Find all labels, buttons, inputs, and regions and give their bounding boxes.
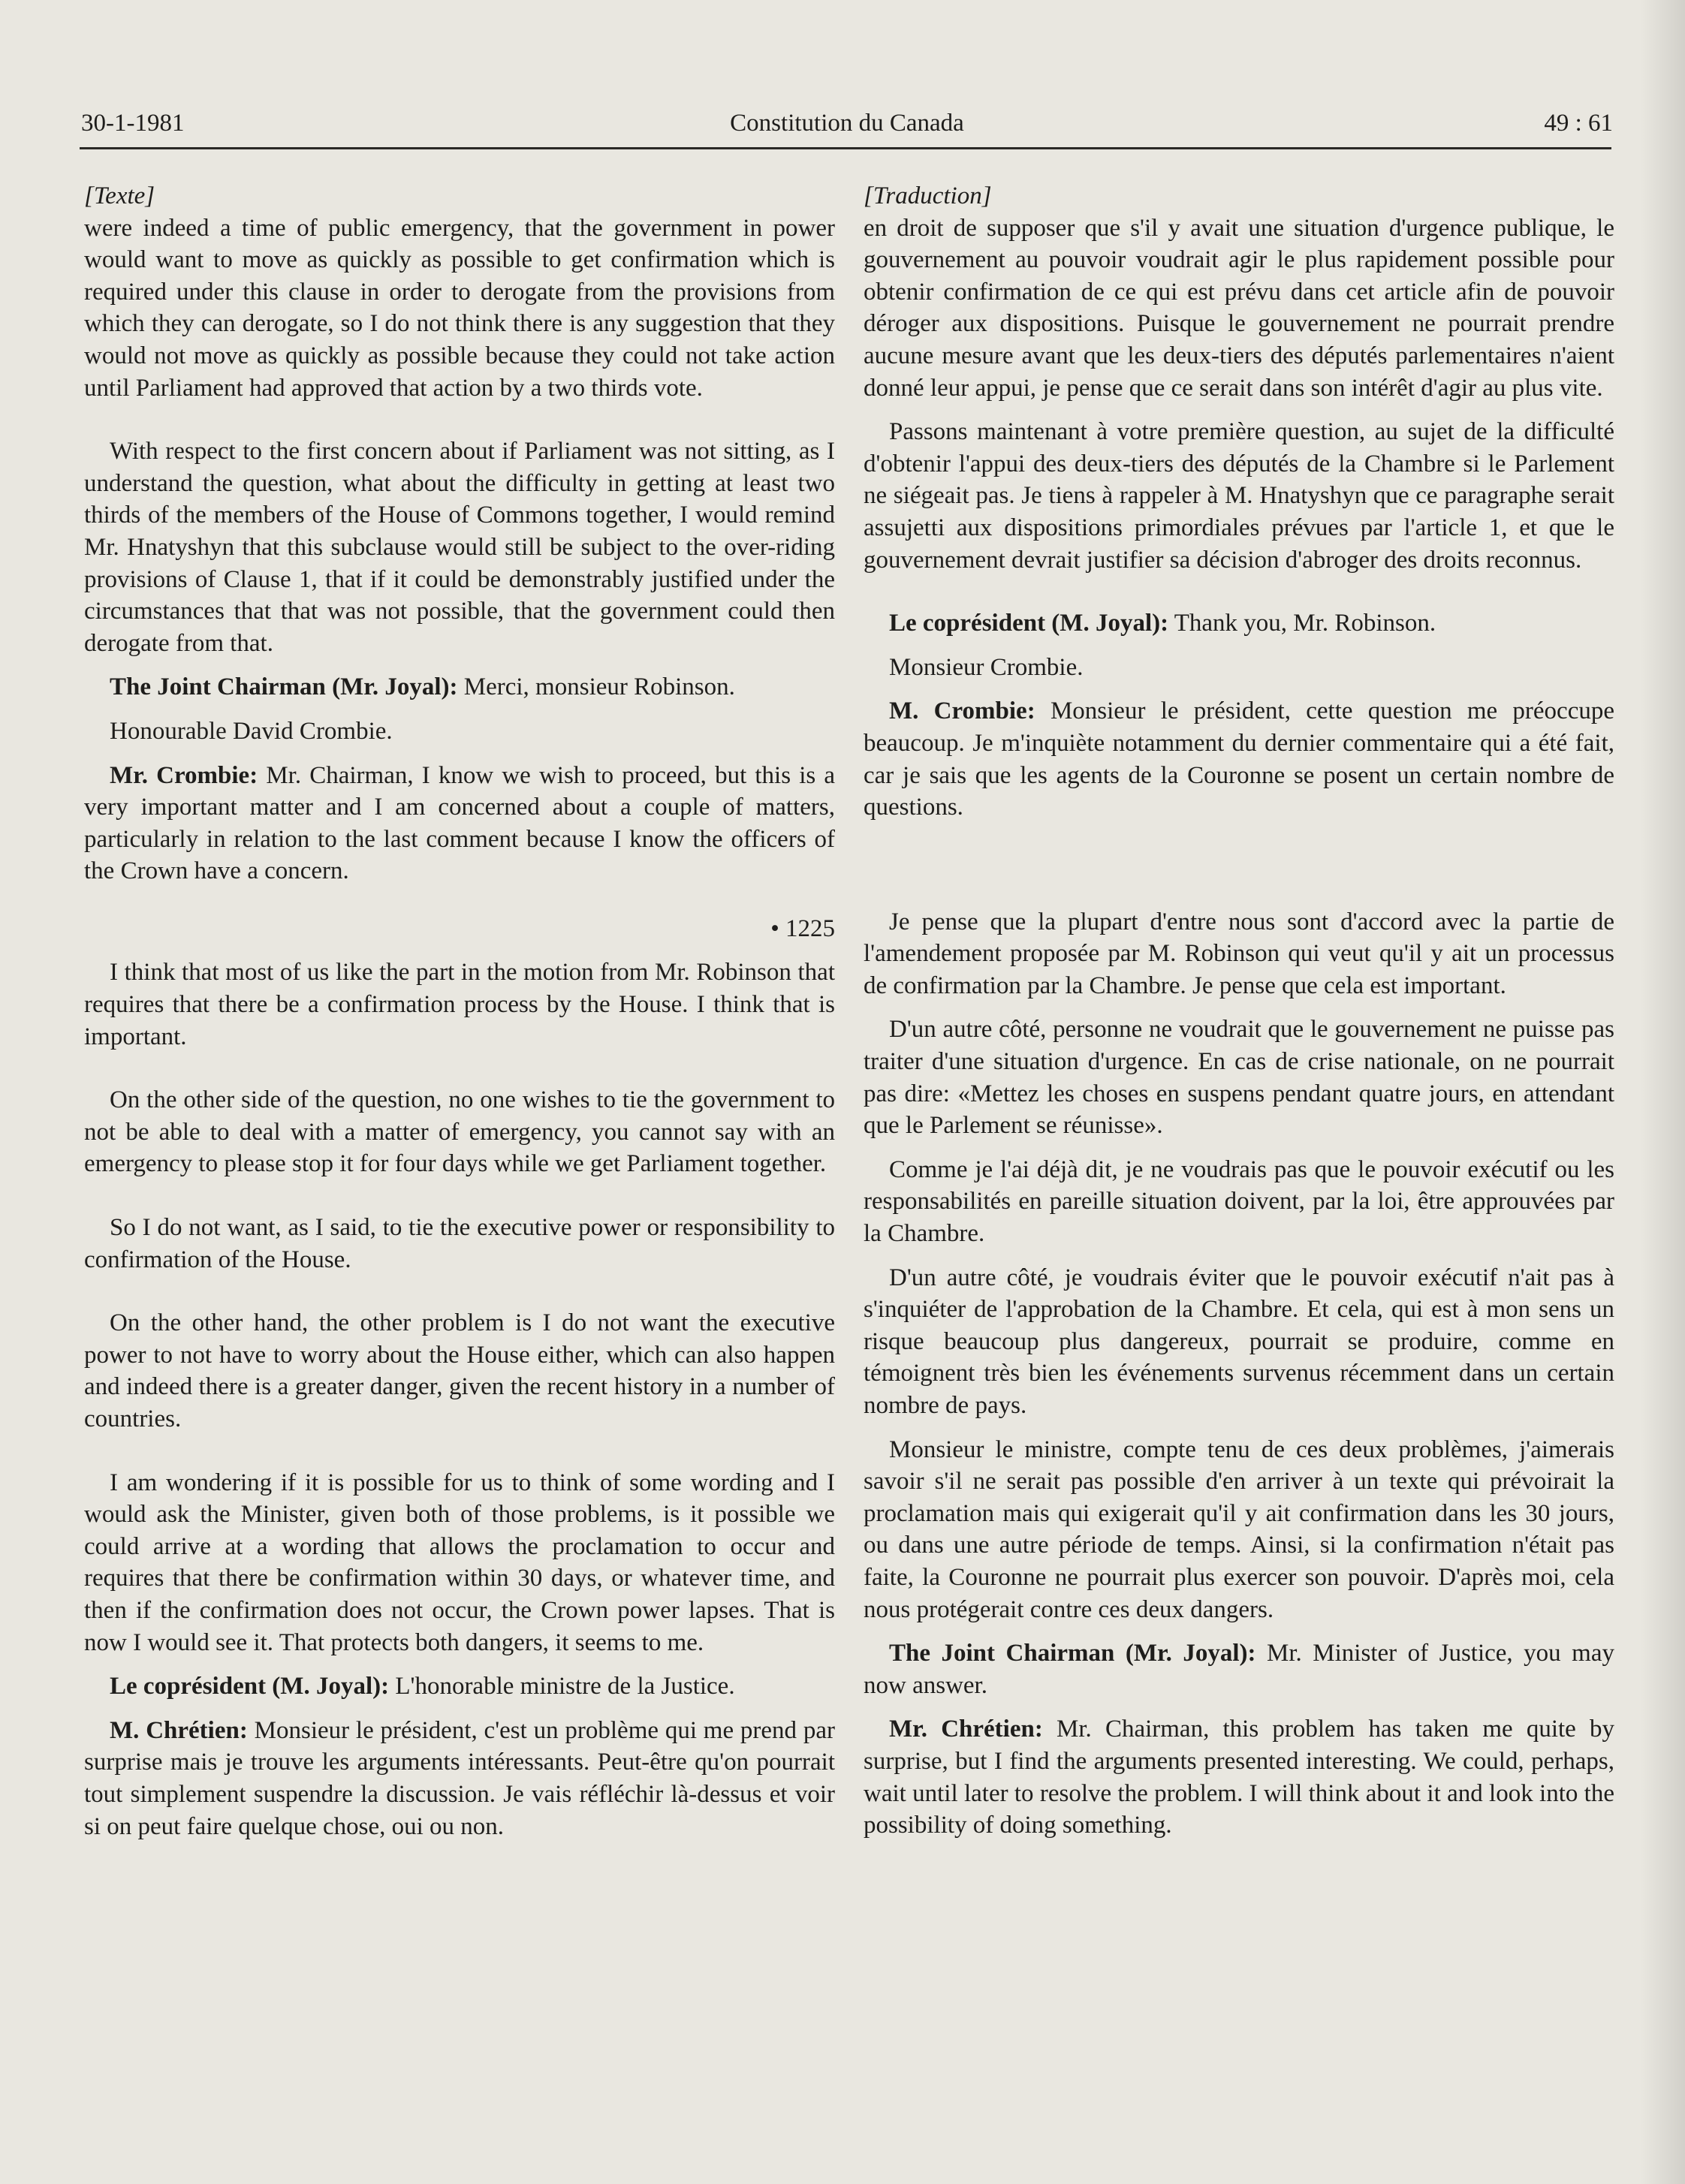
header-page-number: 49 : 61 bbox=[1544, 110, 1613, 137]
paragraph bbox=[864, 1637, 1614, 1701]
paragraph: Monsieur le ministre, compte tenu de ces deux problèmes, j'aimerais savoir s'il ne serait pas possible d'en arriver à un texte qui prévoirait la proclamation mais qui exigerait qu'il y ait confirmation dans les 30 jours, ou dans une autre période de temps. Ainsi, si la confirmation n'était pas faite, la Couronne ne pourrait plus exercer son pouvoir. D'après moi, cela nous protégerait contre ces deux dangers. bbox=[864, 1435, 1614, 1623]
paragraph: On the other side of the question, no one wishes to tie the government to not be able to deal with a matter of emergency, you cannot say with an emergency to please stop it for four days while we get Parliament together. bbox=[84, 1086, 835, 1178]
speaker-name: Mr. Chrétien: bbox=[889, 1716, 1043, 1743]
paragraph bbox=[84, 1715, 835, 1842]
speaker-name: Le coprésident (M. Joyal): bbox=[110, 1673, 390, 1701]
paragraph: en droit de supposer que s'il y avait une situation d'urgence publique, le gouvernement au pouvoir voudrait agir le plus rapidement possible pour obtenir confirmation de ce qui est prévu dans cet article afin de pouvoir déroger aux dispositions. Puisque le gouvernement ne pourrait prendre aucune mesure avant que les deux-tiers des députés parlementaires n'aient donné leur appui, je pense que ce serait dans son intérêt d'agir au plus vite. bbox=[864, 214, 1614, 402]
paragraph: Monsieur Crombie. bbox=[889, 653, 1084, 681]
speaker-name: The Joint Chairman (Mr. Joyal): bbox=[110, 673, 458, 701]
paragraph bbox=[864, 1713, 1614, 1841]
speaker-name: M. Chrétien: bbox=[110, 1716, 248, 1744]
column-label: [Traduction] bbox=[864, 182, 992, 209]
page-header bbox=[81, 110, 1613, 147]
speaker-name: Mr. Crombie: bbox=[110, 761, 258, 789]
speech-text: Merci, monsieur Robinson. bbox=[457, 673, 735, 701]
english-column bbox=[84, 180, 835, 1842]
paragraph bbox=[864, 607, 1614, 640]
speech-text: Mr. Minister of Justice, you may now answer. bbox=[864, 1640, 1614, 1699]
paragraph: I am wondering if it is possible for us to think of some wording and I would ask the Minister, given both of those problems, is it possible we could arrive at a wording that allows the proclamation to occur and requires that there be confirmation within 30 days, or whatever time, and then if the confirmation does not occur, the Crown power lapses. That is now I would see it. That protects both dangers, it seems to me. bbox=[84, 1469, 835, 1656]
column-label: [Texte] bbox=[84, 182, 155, 209]
header-title: Constitution du Canada bbox=[730, 110, 964, 137]
paragraph bbox=[84, 1670, 835, 1703]
paragraph: So I do not want, as I said, to tie the executive power or responsibility to confirmation of the House. bbox=[84, 1214, 835, 1273]
paragraph: Je pense que la plupart d'entre nous sont d'accord avec la partie de l'amendement proposée par M. Robinson qui veut qu'il y ait un processus de confirmation par la Chambre. Je pense que cela est important. bbox=[864, 908, 1614, 999]
paragraph: On the other hand, the other problem is I do not want the executive power to not have to worry about the House either, which can also happen and indeed there is a greater danger, given the recent history in a number of countries. bbox=[84, 1309, 835, 1432]
speaker-name: Le coprésident (M. Joyal): bbox=[889, 610, 1169, 637]
speech-text: Mr. Chairman, I know we wish to proceed, but this is a very important matter and I am concerned about a couple of matters, particularly in relation to the last comment because I know the officers of the Crown have a concern. bbox=[84, 761, 835, 885]
speech-text: Monsieur le président, c'est un problème qui me prend par surprise mais je trouve les arguments intéressants. Peut-être qu'on pourrait tout simplement suspendre la discussion. Je vais réfléchir là-dessus et voir si on peut faire quelque chose, oui ou non. bbox=[84, 1716, 835, 1840]
paragraph: Passons maintenant à votre première question, au sujet de la difficulté d'obtenir l'appui des deux-tiers des députés de la Chambre si le Parlement ne siégeait pas. Je tiens à rappeler à M. Hnatyshyn que ce paragraphe serait assujetti aux dispositions primordiales prévues par l'article 1, et que le gouvernement devrait justifier sa décision d'abroger des droits reconnus. bbox=[864, 418, 1614, 574]
speech-text: Monsieur le président, cette question me préoccupe beaucoup. Je m'inquiète notamment du dernier commentaire qui a été fait, car je sais que les agents de la Couronne se posent un certain nombre de questions. bbox=[864, 697, 1614, 821]
paragraph bbox=[84, 671, 835, 703]
paragraph: Comme je l'ai déjà dit, je ne voudrais pas que le pouvoir exécutif ou les responsabilités en pareille situation doivent, par la loi, être approuvées par la Chambre. bbox=[864, 1155, 1614, 1248]
header-rule bbox=[80, 147, 1611, 149]
speaker-name: The Joint Chairman (Mr. Joyal): bbox=[889, 1640, 1256, 1667]
speech-text: Thank you, Mr. Robinson. bbox=[1168, 610, 1436, 637]
paragraph bbox=[84, 760, 835, 887]
paragraph: D'un autre côté, je voudrais éviter que le pouvoir exécutif n'ait pas à s'inquiéter de l'approbation de la Chambre. Et cela, qui est à mon sens un risque beaucoup plus dangereux, pourrait se produire, comme en témoignent très bien les événements survenus récemment dans un certain nombre de pays. bbox=[864, 1264, 1614, 1419]
paragraph: With respect to the first concern about if Parliament was not sitting, as I understand the question, what about the difficulty in getting at least two thirds of the members of the House of Commons together, I would remind Mr. Hnatyshyn that this subclause would still be subject to the over-riding provisions of Clause 1, that if it could be demonstrably justified under the circumstances that that was not possible, that the government could then derogate from that. bbox=[84, 438, 835, 657]
paragraph: I think that most of us like the part in the motion from Mr. Robinson that requires that there be a confirmation process by the House. I think that is important. bbox=[84, 959, 835, 1050]
header-date: 30-1-1981 bbox=[81, 110, 185, 137]
paragraph: were indeed a time of public emergency, that the government in power would want to move as quickly as possible to get confirmation which is required under this clause in order to derogate from the provisions from which they can derogate, so I do not think there is any suggestion that they would not move as quickly as possible because they could not take action until Parliament had approved that action by a two thirds vote. bbox=[84, 214, 835, 402]
time-marker: • 1225 bbox=[770, 914, 835, 942]
speech-text: L'honorable ministre de la Justice. bbox=[389, 1673, 735, 1701]
paragraph bbox=[864, 695, 1614, 823]
speech-text: Mr. Chairman, this problem has taken me quite by surprise, but I find the arguments presented interesting. We could, perhaps, wait until later to resolve the problem. I will think about it and look into the possibility of doing something. bbox=[864, 1716, 1615, 1839]
paragraph: Honourable David Crombie. bbox=[110, 717, 393, 745]
paragraph: D'un autre côté, personne ne voudrait que le gouvernement ne puisse pas traiter d'une situation d'urgence. En cas de crise nationale, on ne pourrait pas dire: «Mettez les choses en suspens pendant quatre jours, en attendant que le Parlement se réunisse». bbox=[864, 1016, 1614, 1140]
french-column bbox=[864, 180, 1614, 1842]
speaker-name: M. Crombie: bbox=[889, 697, 1035, 725]
